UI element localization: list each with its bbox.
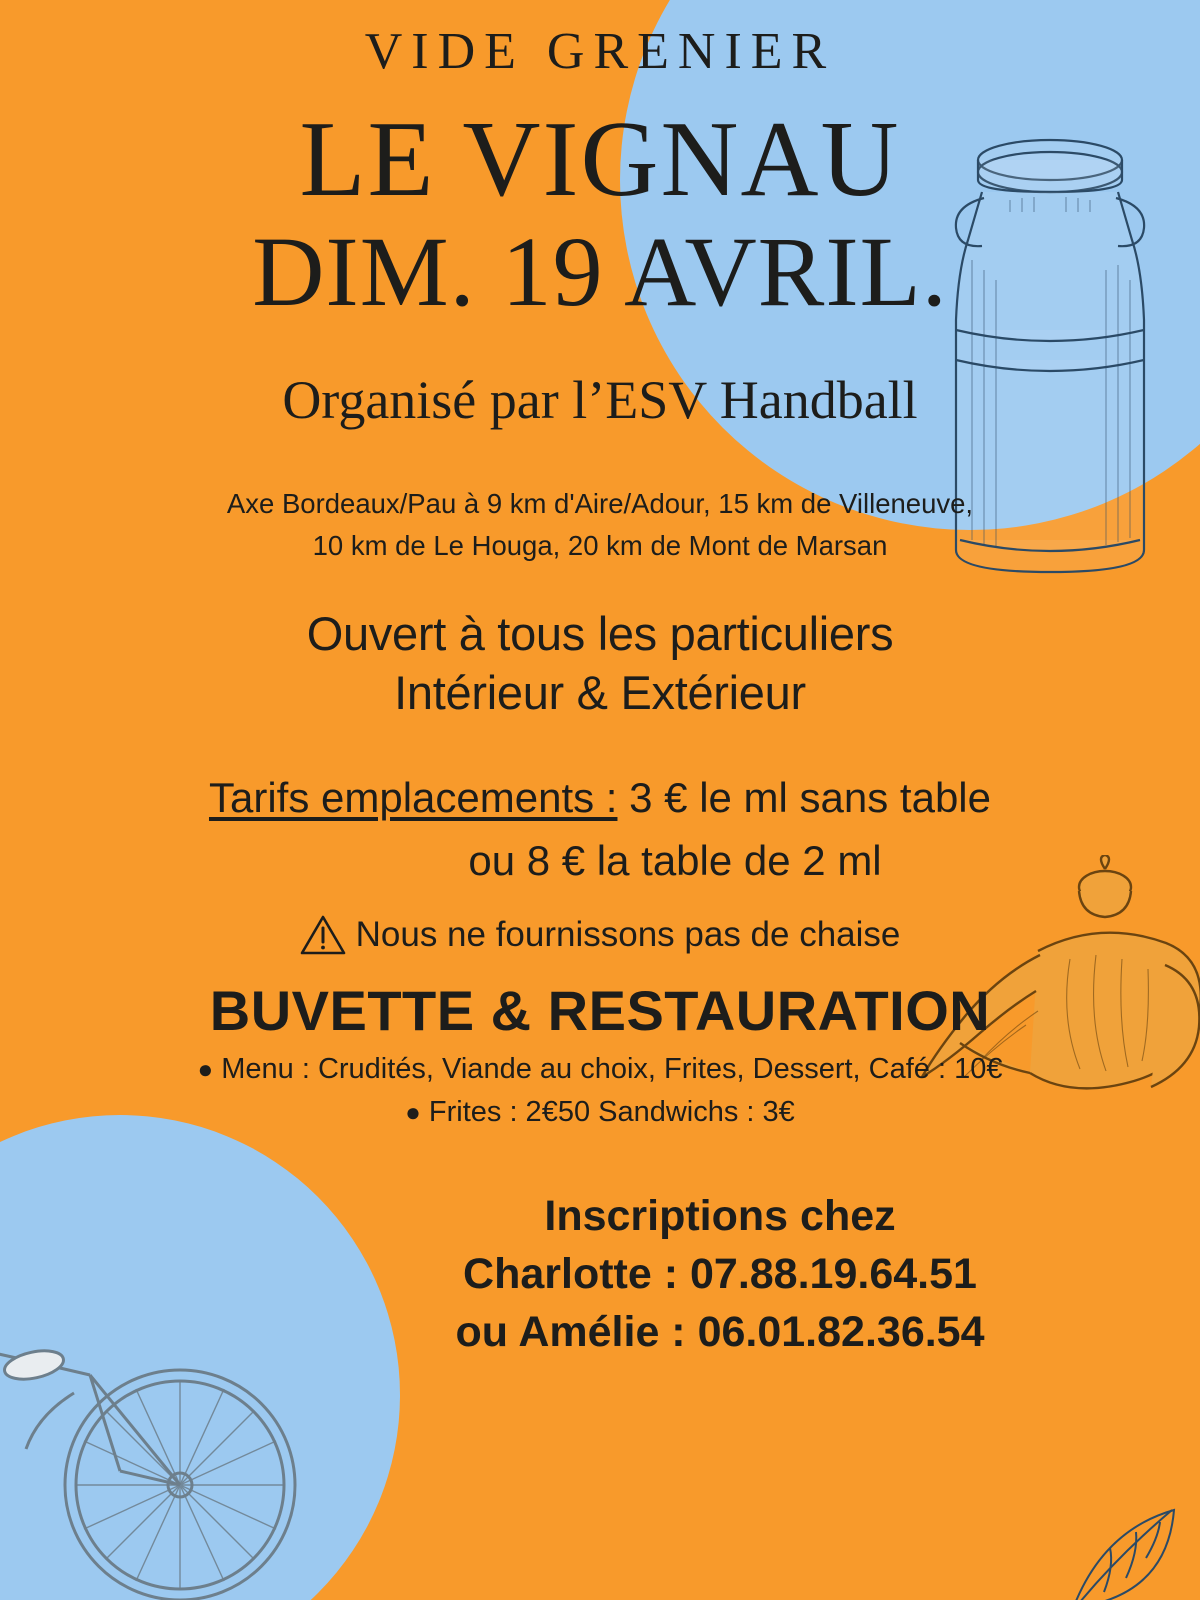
poster-access	[28, 483, 1172, 566]
indoor-outdoor-line: Intérieur & Extérieur	[394, 665, 806, 719]
chair-warning-text: Nous ne fournissons pas de chaise	[355, 914, 901, 954]
pricing-row-1	[28, 766, 1172, 829]
menu-line-1-text: Menu : Crudités, Viande au choix, Frites, Dessert, Café : 10€	[221, 1052, 1003, 1085]
poster-title-line2: DIM. 19 AVRIL.	[252, 216, 948, 328]
contact-amelie: ou Amélie : 06.01.82.36.54	[455, 1308, 985, 1357]
pricing-row-2: ou 8 € la table de 2 ml	[468, 836, 882, 884]
access-line-2: 10 km de Le Houga, 20 km de Mont de Marsan	[312, 529, 888, 561]
poster-organiser: Organisé par l’ESV Handball	[282, 370, 918, 431]
warning-triangle-icon	[300, 914, 346, 956]
menu-line-2	[28, 1096, 1172, 1129]
menu-line-2-text: Frites : 2€50 Sandwichs : 3€	[428, 1095, 795, 1128]
pricing-label: Tarifs emplacements :	[208, 773, 618, 821]
leaf-illustration	[1060, 1500, 1180, 1600]
bullet-icon: ●	[197, 1054, 214, 1085]
access-line-1: Axe Bordeaux/Pau à 9 km d'Aire/Adour, 15 km de Villeneuve,	[226, 488, 974, 520]
menu-line-1	[28, 1053, 1172, 1086]
poster-content	[0, 22, 1200, 1361]
buvette-title: BUVETTE & RESTAURATION	[209, 978, 991, 1042]
poster-kicker: VIDE GRENIER	[364, 23, 836, 80]
bullet-icon: ●	[405, 1097, 421, 1128]
pricing-block	[28, 766, 1172, 892]
open-to-all-line: Ouvert à tous les particuliers	[306, 606, 894, 660]
pricing-value-1: 3 € le ml sans table	[617, 773, 991, 821]
chair-warning	[28, 914, 1172, 956]
inscriptions-title: Inscriptions chez	[544, 1191, 896, 1240]
contact-charlotte: Charlotte : 07.88.19.64.51	[463, 1250, 977, 1299]
poster-title-line1: LE VIGNAU	[299, 100, 901, 219]
